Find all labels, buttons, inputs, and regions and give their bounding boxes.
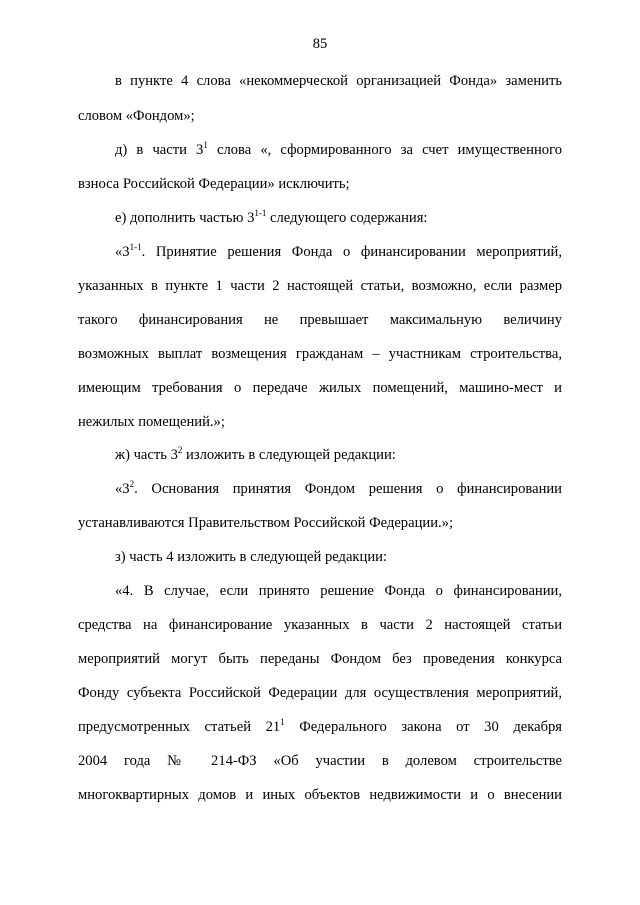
text-line: предусмотренных статьей $21^1$ Федерального закона от 30 декабря (78, 717, 563, 735)
text-line: такого финансирования не превышает максимальную величину (78, 312, 562, 328)
text-line: указанных в пункте 1 части 2 настоящей статьи, возможно, если размер (78, 278, 562, 294)
page-number: 85 (312, 36, 328, 52)
text-line: имеющим требования о передаче жилых помещений, машино-мест и (78, 380, 562, 396)
text-line: д) в части $3^1$ слова «, сформированного за счет имущественного (115, 140, 562, 158)
text-line: в пункте 4 слова «некоммерческой организацией Фонда» заменить (115, 73, 562, 89)
text-line: «3$^{1-1}$. Принятие решения Фонда о финансировании мероприятий, (115, 242, 562, 260)
text-line: мероприятий могут быть переданы Фондом без проведения конкурса (78, 651, 562, 667)
text-line: возможных выплат возмещения гражданам – участникам строительства, (78, 346, 562, 362)
text-line: е) дополнить частью 3$^{1-1}$ следующего содержания: (115, 208, 428, 226)
text-line: Фонду субъекта Российской Федерации для осуществления мероприятий, (78, 685, 562, 701)
text-line: взноса Российской Федерации» исключить; (78, 176, 350, 192)
text-line: средства на финансирование указанных в части 2 настоящей статьи (78, 617, 562, 633)
text-line: нежилых помещений.»; (78, 414, 225, 430)
text-line: з) часть 4 изложить в следующей редакции: (115, 549, 388, 565)
text-line: «$3^2$. Основания принятия Фондом решения о финансировании (115, 479, 562, 497)
text-line: 2004 года № 214-ФЗ «Об участии в долевом строительстве (78, 753, 562, 769)
text-line: многоквартирных домов и иных объектов недвижимости и о внесении (78, 787, 562, 803)
text-line: устанавливаются Правительством Российской Федерации.»; (78, 515, 454, 531)
text-line: ж) часть $3^2$ изложить в следующей редакции: (115, 445, 396, 463)
text-line: «4. В случае, если принято решение Фонда о финансировании, (115, 583, 562, 599)
text-line: словом «Фондом»; (78, 108, 195, 124)
